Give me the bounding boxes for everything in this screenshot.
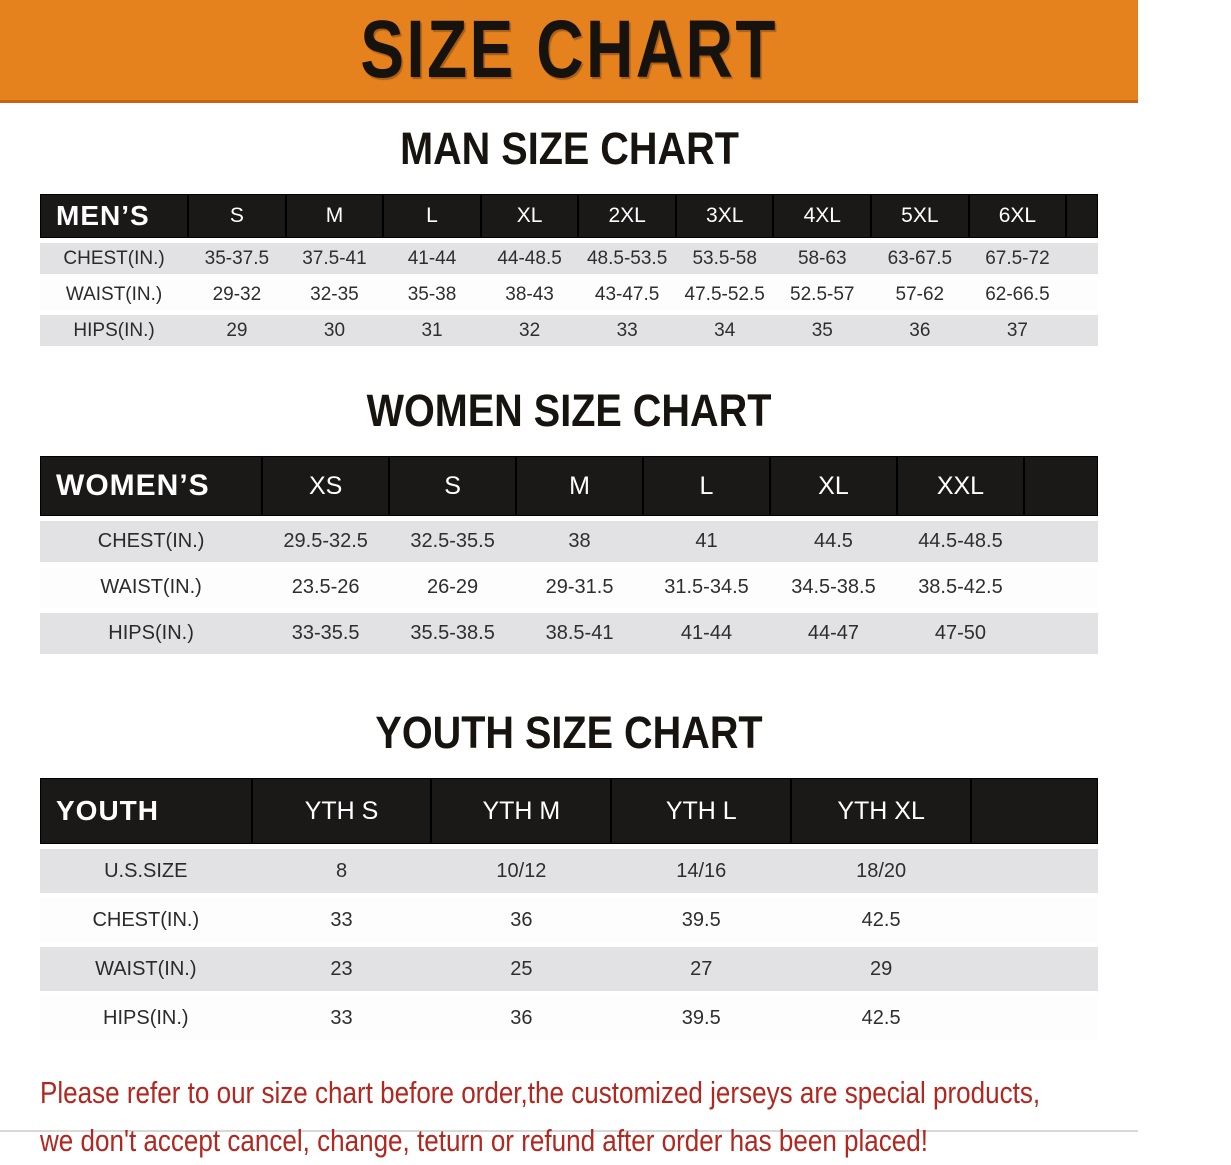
men-value-cell: 47.5-52.5 — [676, 279, 774, 310]
youth-header-spacer — [971, 778, 1098, 844]
men-value-cell: 38-43 — [481, 279, 579, 310]
men-value-cell: 58-63 — [773, 243, 871, 274]
women-measure-row — [40, 567, 1098, 608]
men-value-cell: 34 — [676, 315, 774, 346]
men-value-cell: 29-32 — [188, 279, 286, 310]
women-size-column-header: L — [643, 456, 770, 516]
men-row-spacer — [1066, 243, 1098, 274]
men-size-table — [40, 189, 1098, 351]
men-row-label: WAIST(IN.) — [40, 279, 188, 310]
men-value-cell: 62-66.5 — [969, 279, 1067, 310]
women-measure-row — [40, 521, 1098, 562]
women-header-spacer — [1024, 456, 1098, 516]
men-size-column-header: 3XL — [676, 194, 774, 238]
youth-value-cell: 42.5 — [791, 898, 971, 942]
men-value-cell: 67.5-72 — [969, 243, 1067, 274]
men-size-column-header: S — [188, 194, 286, 238]
women-value-cell: 41 — [643, 521, 770, 562]
women-header-row — [40, 456, 1098, 516]
youth-value-cell: 27 — [611, 947, 791, 991]
youth-row-spacer — [971, 898, 1098, 942]
men-measure-row — [40, 315, 1098, 346]
women-size-column-header: XXL — [897, 456, 1024, 516]
women-value-cell: 33-35.5 — [262, 613, 389, 654]
youth-section-heading — [0, 707, 1138, 759]
women-row-spacer — [1024, 567, 1098, 608]
men-value-cell: 52.5-57 — [773, 279, 871, 310]
youth-size-column-header: YTH XL — [791, 778, 971, 844]
men-value-cell: 44-48.5 — [481, 243, 579, 274]
men-measure-row — [40, 279, 1098, 310]
women-section-heading-text: WOMEN SIZE CHART — [366, 385, 772, 436]
youth-group-label: YOUTH — [40, 778, 252, 844]
women-size-column-header: M — [516, 456, 643, 516]
youth-size-column-header: YTH S — [252, 778, 432, 844]
men-value-cell: 37.5-41 — [286, 243, 384, 274]
men-value-cell: 37 — [969, 315, 1067, 346]
youth-value-cell: 18/20 — [791, 849, 971, 893]
disclaimer-line-2: we don't accept cancel, change, teturn or refund after order has been placed! — [40, 1123, 929, 1158]
youth-value-cell: 33 — [252, 996, 432, 1040]
women-row-spacer — [1024, 613, 1098, 654]
women-value-cell: 47-50 — [897, 613, 1024, 654]
disclaimer-line-1: Please refer to our size chart before order,the customized jerseys are special products, — [40, 1075, 1041, 1110]
men-header-row — [40, 194, 1098, 238]
women-size-table — [40, 451, 1098, 659]
men-measure-row — [40, 243, 1098, 274]
banner-title: SIZE CHART — [360, 4, 778, 95]
women-measure-row — [40, 613, 1098, 654]
youth-row-spacer — [971, 996, 1098, 1040]
women-row-label: HIPS(IN.) — [40, 613, 262, 654]
men-value-cell: 53.5-58 — [676, 243, 774, 274]
men-size-column-header: 6XL — [969, 194, 1067, 238]
women-value-cell: 32.5-35.5 — [389, 521, 516, 562]
men-value-cell: 35-37.5 — [188, 243, 286, 274]
men-section-heading — [0, 123, 1138, 175]
men-value-cell: 48.5-53.5 — [578, 243, 676, 274]
men-value-cell: 31 — [383, 315, 481, 346]
youth-value-cell: 23 — [252, 947, 432, 991]
women-row-label: CHEST(IN.) — [40, 521, 262, 562]
men-size-column-header: 4XL — [773, 194, 871, 238]
youth-size-column-header: YTH L — [611, 778, 791, 844]
youth-value-cell: 42.5 — [791, 996, 971, 1040]
men-row-label: CHEST(IN.) — [40, 243, 188, 274]
men-value-cell: 29 — [188, 315, 286, 346]
men-size-column-header: L — [383, 194, 481, 238]
men-size-column-header: M — [286, 194, 384, 238]
women-size-column-header: XS — [262, 456, 389, 516]
youth-value-cell: 10/12 — [431, 849, 611, 893]
youth-size-column-header: YTH M — [431, 778, 611, 844]
youth-header-row — [40, 778, 1098, 844]
youth-measure-row — [40, 898, 1098, 942]
youth-measure-row — [40, 849, 1098, 893]
men-size-column-header: 5XL — [871, 194, 969, 238]
women-value-cell: 35.5-38.5 — [389, 613, 516, 654]
women-value-cell: 31.5-34.5 — [643, 567, 770, 608]
men-value-cell: 35 — [773, 315, 871, 346]
youth-row-label: CHEST(IN.) — [40, 898, 252, 942]
men-group-label: MEN’S — [40, 194, 188, 238]
women-value-cell: 26-29 — [389, 567, 516, 608]
youth-value-cell: 33 — [252, 898, 432, 942]
women-value-cell: 23.5-26 — [262, 567, 389, 608]
youth-row-label: HIPS(IN.) — [40, 996, 252, 1040]
men-value-cell: 32 — [481, 315, 579, 346]
youth-value-cell: 36 — [431, 898, 611, 942]
men-value-cell: 30 — [286, 315, 384, 346]
youth-row-spacer — [971, 947, 1098, 991]
men-size-column-header: XL — [481, 194, 579, 238]
women-value-cell: 29-31.5 — [516, 567, 643, 608]
youth-section-heading-text: YOUTH SIZE CHART — [375, 707, 763, 758]
men-header-spacer — [1066, 194, 1098, 238]
youth-row-label: U.S.SIZE — [40, 849, 252, 893]
women-value-cell: 29.5-32.5 — [262, 521, 389, 562]
women-value-cell: 34.5-38.5 — [770, 567, 897, 608]
men-value-cell: 33 — [578, 315, 676, 346]
women-value-cell: 38.5-42.5 — [897, 567, 1024, 608]
women-size-column-header: S — [389, 456, 516, 516]
men-value-cell: 43-47.5 — [578, 279, 676, 310]
women-value-cell: 44.5-48.5 — [897, 521, 1024, 562]
youth-value-cell: 29 — [791, 947, 971, 991]
youth-row-spacer — [971, 849, 1098, 893]
women-value-cell: 38 — [516, 521, 643, 562]
men-value-cell: 32-35 — [286, 279, 384, 310]
youth-row-label: WAIST(IN.) — [40, 947, 252, 991]
size-chart-banner — [0, 0, 1138, 103]
youth-value-cell: 8 — [252, 849, 432, 893]
men-value-cell: 63-67.5 — [871, 243, 969, 274]
men-row-spacer — [1066, 315, 1098, 346]
men-value-cell: 57-62 — [871, 279, 969, 310]
disclaimer-text — [40, 1069, 1138, 1165]
women-value-cell: 38.5-41 — [516, 613, 643, 654]
women-section-heading — [0, 385, 1138, 437]
women-size-column-header: XL — [770, 456, 897, 516]
men-section-heading-text: MAN SIZE CHART — [399, 123, 739, 174]
youth-value-cell: 39.5 — [611, 898, 791, 942]
men-size-column-header: 2XL — [578, 194, 676, 238]
youth-value-cell: 36 — [431, 996, 611, 1040]
youth-measure-row — [40, 996, 1098, 1040]
women-row-label: WAIST(IN.) — [40, 567, 262, 608]
men-row-label: HIPS(IN.) — [40, 315, 188, 346]
youth-value-cell: 25 — [431, 947, 611, 991]
youth-value-cell: 39.5 — [611, 996, 791, 1040]
men-value-cell: 36 — [871, 315, 969, 346]
women-value-cell: 41-44 — [643, 613, 770, 654]
youth-value-cell: 14/16 — [611, 849, 791, 893]
women-row-spacer — [1024, 521, 1098, 562]
men-value-cell: 35-38 — [383, 279, 481, 310]
women-value-cell: 44-47 — [770, 613, 897, 654]
men-row-spacer — [1066, 279, 1098, 310]
men-value-cell: 41-44 — [383, 243, 481, 274]
youth-size-table — [40, 773, 1098, 1045]
women-value-cell: 44.5 — [770, 521, 897, 562]
youth-measure-row — [40, 947, 1098, 991]
women-group-label: WOMEN’S — [40, 456, 262, 516]
